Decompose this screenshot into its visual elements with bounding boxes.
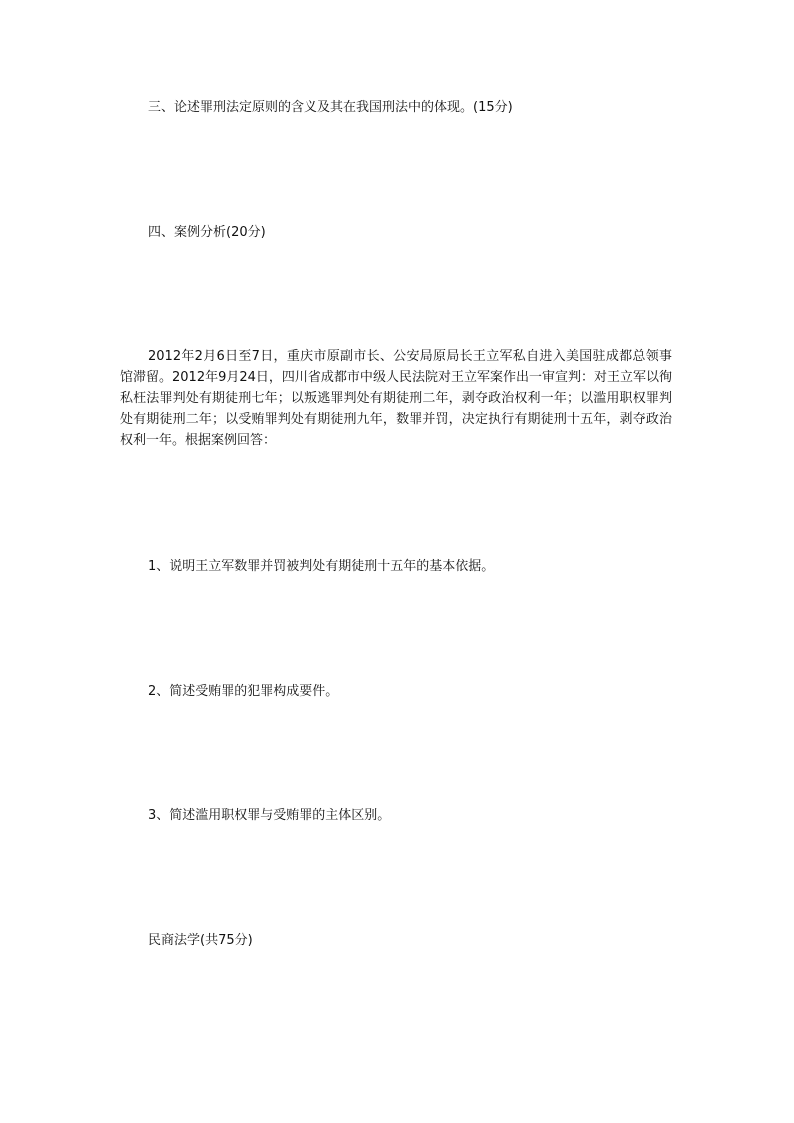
question-3-heading: 三、论述罪刑法定原则的含义及其在我国刑法中的体现。(15分) <box>148 100 513 115</box>
sub-question-3: 3、简述滥用职权罪与受贿罪的主体区别。 <box>148 808 391 823</box>
sub-question-1: 1、说明王立军数罪并罚被判处有期徒刑十五年的基本依据。 <box>148 559 495 574</box>
question-4-heading: 四、案例分析(20分) <box>148 225 266 240</box>
case-paragraph: 2012年2月6日至7日，重庆市原副市长、公安局原局长王立军私自进入美国驻成都总领事馆滞留。2012年9月24日，四川省成都市中级人民法院对王立军案作出一审宣判：对王立军以徇私枉法罪判处有期徒刑七年；以叛逃罪判处有期徒刑二年，剥夺政治权利一年；以滥用职权罪判处有期徒刑二年；以受贿罪判处有期徒刑九年，数罪并罚，决定执行有期徒刑十五年，剥夺政治权利一年。根据案例回答： <box>120 349 672 448</box>
section-heading-civil-commercial-law: 民商法学(共75分) <box>148 933 253 948</box>
sub-question-2: 2、简述受贿罪的犯罪构成要件。 <box>148 684 339 699</box>
